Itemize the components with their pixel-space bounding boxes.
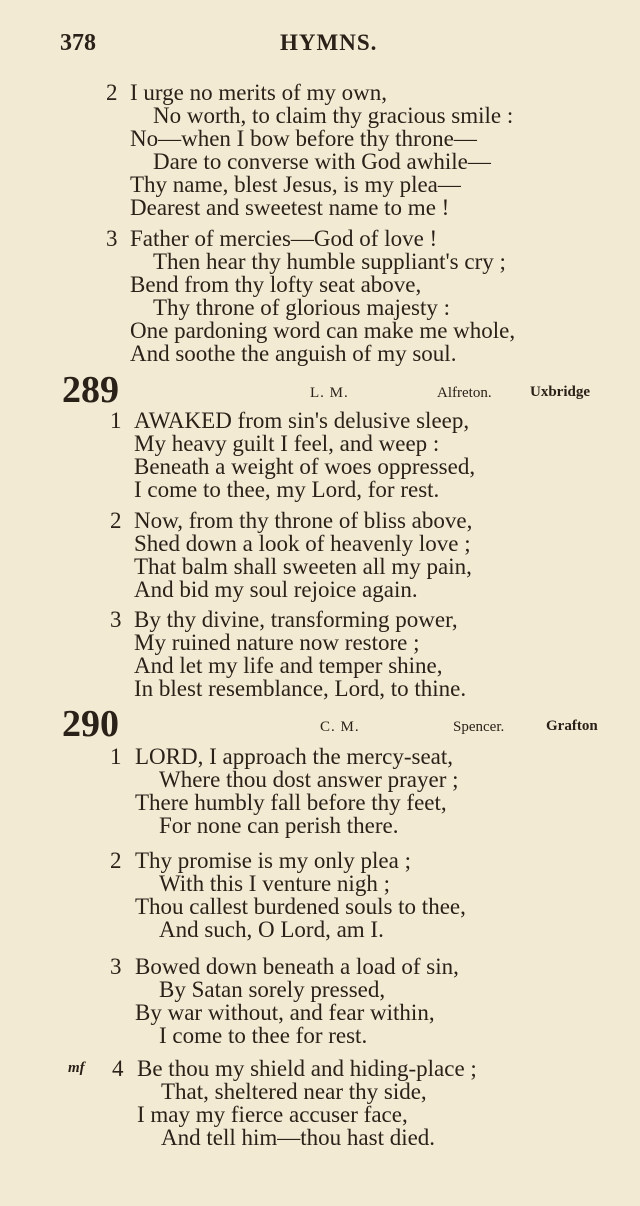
tune-name: Spencer. bbox=[453, 719, 505, 735]
page-number: 378 bbox=[60, 30, 96, 56]
verse-line: And let my life and temper shine, bbox=[134, 653, 443, 678]
verse-line: I urge no merits of my own, bbox=[130, 80, 388, 105]
verse-line: And soothe the anguish of my soul. bbox=[130, 341, 457, 366]
verse-line: I come to thee, my Lord, for rest. bbox=[134, 477, 440, 502]
verse-line: One pardoning word can make me whole, bbox=[130, 318, 516, 343]
verse-number: 2 bbox=[110, 508, 122, 533]
verse-number: 4 bbox=[112, 1056, 124, 1081]
verse-line: Where thou dost answer prayer ; bbox=[159, 767, 459, 792]
verse-line: I come to thee for rest. bbox=[159, 1023, 368, 1048]
verse-line: In blest resemblance, Lord, to thine. bbox=[134, 676, 467, 701]
verse-line: AWAKED from sin's delusive sleep, bbox=[134, 408, 470, 433]
verse-line: Dare to converse with God awhile— bbox=[153, 149, 491, 174]
verse-line: Dearest and sweetest name to me ! bbox=[130, 195, 450, 220]
verse-line: My heavy guilt I feel, and weep : bbox=[134, 431, 440, 456]
tune-name-alt: Grafton bbox=[546, 718, 598, 734]
verse-number: 2 bbox=[106, 80, 118, 105]
tune-name: Alfreton. bbox=[437, 385, 492, 401]
verse-line: That, sheltered near thy side, bbox=[161, 1079, 427, 1104]
dynamic-marking: mf bbox=[68, 1060, 85, 1076]
verse-line: My ruined nature now restore ; bbox=[134, 630, 420, 655]
verse-line: No worth, to claim thy gracious smile : bbox=[153, 103, 514, 128]
verse-line: There humbly fall before thy feet, bbox=[135, 790, 447, 815]
verse-line: Shed down a look of heavenly love ; bbox=[134, 531, 471, 556]
verse-line: And tell him—thou hast died. bbox=[161, 1125, 436, 1150]
verse-line: By war without, and fear within, bbox=[135, 1000, 435, 1025]
verse-line: For none can perish there. bbox=[159, 813, 399, 838]
verse-line: Thy name, blest Jesus, is my plea— bbox=[130, 172, 461, 197]
tune-name-alt: Uxbridge bbox=[530, 384, 590, 400]
verse-line: And such, O Lord, am I. bbox=[159, 917, 384, 942]
verse-line: Now, from thy throne of bliss above, bbox=[134, 508, 473, 533]
verse-number: 1 bbox=[110, 744, 122, 769]
verse-line: Bend from thy lofty seat above, bbox=[130, 272, 422, 297]
verse-line: Bowed down beneath a load of sin, bbox=[135, 954, 459, 979]
verse-line: Thou callest burdened souls to thee, bbox=[135, 894, 466, 919]
verse-line: LORD, I approach the mercy-seat, bbox=[135, 744, 454, 769]
verse-line: By Satan sorely pressed, bbox=[159, 977, 386, 1002]
verse-line: Beneath a weight of woes oppressed, bbox=[134, 454, 476, 479]
verse-line: And bid my soul rejoice again. bbox=[134, 577, 418, 602]
verse-line: Be thou my shield and hiding-place ; bbox=[137, 1056, 477, 1081]
verse-line: I may my fierce accuser face, bbox=[137, 1102, 408, 1127]
verse-number: 3 bbox=[106, 226, 118, 251]
verse-line: Father of mercies—God of love ! bbox=[130, 226, 438, 251]
verse-line: That balm shall sweeten all my pain, bbox=[134, 554, 472, 579]
verse-number: 1 bbox=[110, 408, 122, 433]
hymn-number: 289 bbox=[62, 369, 119, 411]
hymn-meter: C. M. bbox=[320, 719, 360, 735]
verse-line: By thy divine, transforming power, bbox=[134, 607, 458, 632]
hymn-number: 290 bbox=[62, 703, 119, 745]
hymn-meter: L. M. bbox=[310, 385, 349, 401]
verse-number: 3 bbox=[110, 954, 122, 979]
running-title: HYMNS. bbox=[280, 30, 378, 55]
verse-line: Thy promise is my only plea ; bbox=[135, 848, 411, 873]
verse-number: 2 bbox=[110, 848, 122, 873]
verse-line: With this I venture nigh ; bbox=[159, 871, 390, 896]
verse-line: Thy throne of glorious majesty : bbox=[153, 295, 451, 320]
verse-line: No—when I bow before thy throne— bbox=[130, 126, 477, 151]
verse-line: Then hear thy humble suppliant's cry ; bbox=[153, 249, 506, 274]
verse-number: 3 bbox=[110, 607, 122, 632]
